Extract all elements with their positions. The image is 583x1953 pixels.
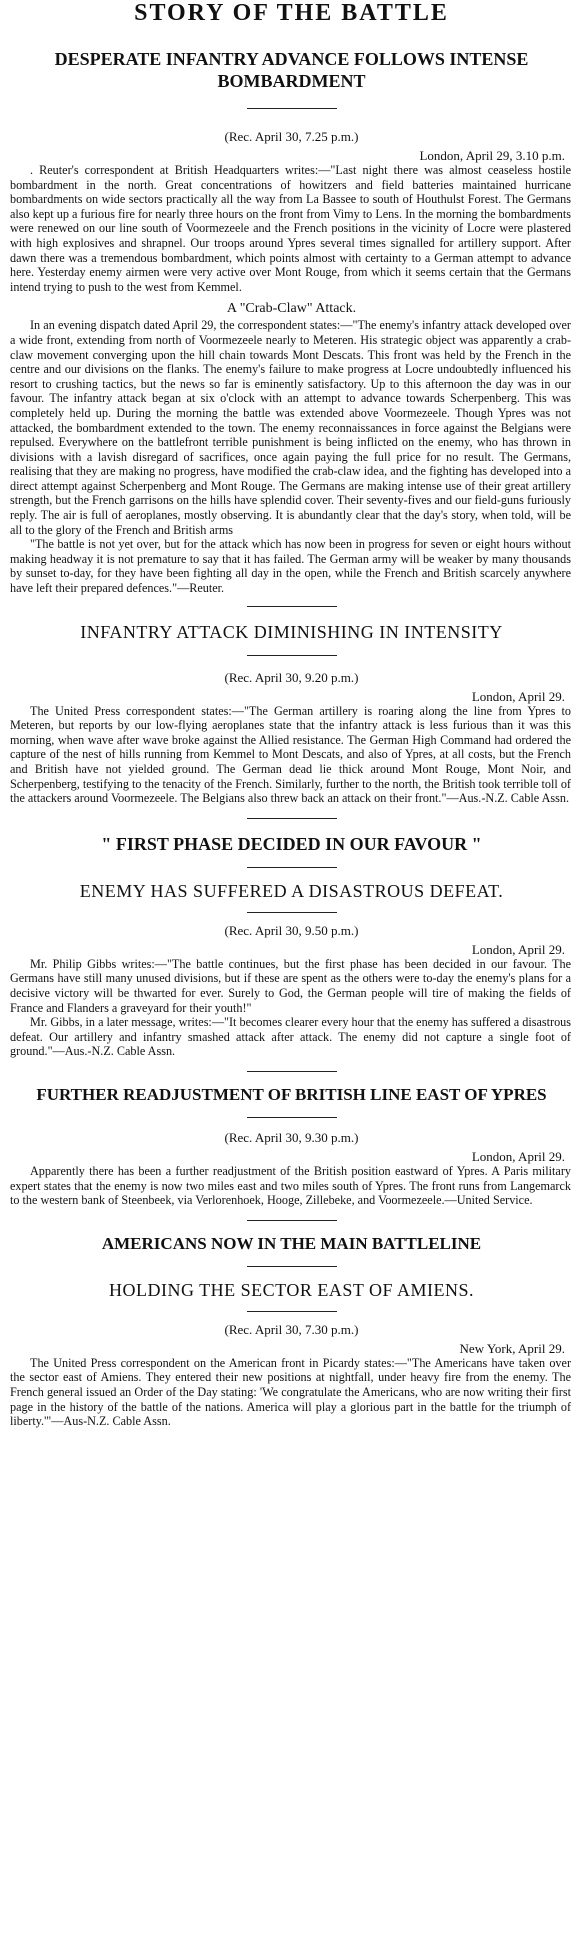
headline-rule	[247, 1117, 337, 1118]
article-5-headline: AMERICANS NOW IN THE MAIN BATTLELINE	[101, 1233, 482, 1253]
headline-rule	[247, 867, 337, 868]
article-2-dateline: London, April 29.	[471, 688, 565, 704]
page-title: STORY OF THE BATTLE	[134, 0, 449, 26]
article-5-dateline: New York, April 29.	[459, 1340, 565, 1356]
headline-rule	[247, 108, 337, 109]
article-4	[0, 1072, 583, 1208]
article-1	[0, 26, 583, 596]
article-1-paragraph-3: "The battle is not yet over, but for the attack which has now been in progress for seven or eight hours without making headway it is not premature to say that it has failed. The German army will be weaker by many thousands by sunset to-day, for they have been fighting all day in the open, while the French and British scarcely anywhere have left their prepared defences."—Reuter.	[10, 537, 571, 596]
headline-rule	[247, 1266, 337, 1267]
headline-rule	[247, 655, 337, 656]
article-3-subheadline: ENEMY HAS SUFFERED A DISASTROUS DEFEAT.	[79, 880, 504, 901]
article-2	[0, 607, 583, 806]
article-1-paragraph-2: In an evening dispatch dated April 29, the correspondent states:—"The enemy's infantry attack developed over a wide front, extending from north of Voormezeele nearly to Meteren. His strategic object was apparently a crab-claw movement converging upon the hill chain towards Mont Descats. This front was held by the French in the centre and our divisions on the flanks. The enemy's failure to make progress at Locre undoubtedly influenced his resort to crushing tactics, but the news so far is eminently satisfactory. Up to this afternoon the day was in our favour. The infantry attack began at six o'clock with an attempt to advance towards Scherpenberg. This was completely held up. During the morning the battle was extended above Voormezeele. Though Ypres was not attacked, the bombardment extended to the town. The enemy reconnaissances in force against the Belgians were repulsed. Everywhere on the battlefront terrible punishment is being inflicted on the enemy, who has thrown in divisions with a lavish disregard of sacrifices, once again paying the full price for no result. The Germans, realising that they are making no progress, have modified the crab-claw idea, and the fighting has developed into a direct attempt against Scherpenberg and Mont Rouge. The Germans are making intense use of their great artillery strength, but the French garrisons on the hills have splendid cover. Their seventy-fives and our field-guns furiously reply. The air is full of aeroplanes, mostly observing. It is abundantly clear that the day's story, when told, will be all to the glory of the French and British arms	[10, 318, 571, 537]
article-4-paragraph-1: Apparently there has been a further readjustment of the British position eastward of Ypres. A Paris military expert states that the enemy is now two miles east and two miles south of Ypres. The front runs from Langemarck to the western bank of Steenbeek, via Verlorenhoek, Hooge, Zillebeke, and Voormezeele.—United Service.	[10, 1163, 571, 1208]
article-3-paragraph-1: Mr. Philip Gibbs writes:—"The battle continues, but the first phase has been decided in our favour. The Germans have still many unused divisions, but if these are spent as the others were to-day the enemy's plans for a decisive victory will be thwarted for ever. Surely to God, the German people will tire of making the fields of France and Flanders a graveyard for their youth!"	[10, 956, 571, 1015]
article-1-dateline: London, April 29, 3.10 p.m.	[419, 148, 565, 163]
subheadline-rule	[247, 912, 337, 913]
article-5-subheadline: HOLDING THE SECTOR EAST OF AMIENS.	[108, 1279, 475, 1300]
article-1-received: (Rec. April 30, 7.25 p.m.)	[224, 129, 359, 144]
article-1-headline: DESPERATE INFANTRY ADVANCE FOLLOWS INTENSE BOMBARDMENT	[54, 49, 529, 91]
article-4-received: (Rec. April 30, 9.30 p.m.)	[224, 1129, 359, 1145]
article-5-paragraph-1: The United Press correspondent on the American front in Picardy states:—"The Americans have taken over the sector east of Amiens. They entered their new positions at nightfall, under heavy fire from the enemy. The French general issued an Order of the Day stating: 'We congratulate the Americans, who are now writing their first page in the history of the battle of the nations. America will play a glorious part in the battle for the triumph of liberty.'"—Aus-N.Z. Cable Assn.	[10, 1355, 571, 1429]
article-2-received: (Rec. April 30, 9.20 p.m.)	[224, 669, 359, 685]
article-3-paragraph-2: Mr. Gibbs, in a later message, writes:—"It becomes clearer every hour that the enemy has suffered a disastrous defeat. Our artillery and infantry smashed attack after attack. The enemy did not capture a single foot of ground."—Aus.-N.Z. Cable Assn.	[10, 1015, 571, 1059]
article-2-headline: INFANTRY ATTACK DIMINISHING IN INTENSITY	[80, 621, 503, 642]
article-4-dateline: London, April 29.	[471, 1148, 565, 1164]
article-1-paragraph-1: . Reuter's correspondent at British Headquarters writes:—"Last night there was almost ceaseless hostile bombardment in the north. Great concentrations of howitzers and field batteries maintained hurricane bombardments on wide sectors practically all the way from La Bassee to south of Houthulst Forest. The Germans also kept up a furious fire for nearly three hours on the front from Vimy to Lens. In the morning the bombardments were renewed on our line south of Voormezeele and the French positions in the vicinity of Locre were plastered with high explosives and shrapnel. Our troops around Ypres several times signalled for artillery support. After dawn there was a tremendous bombardment, which points almost with certainty to a German attempt to advance here. Yesterday enemy airmen were very active over Mont Rouge, from which it seems certain that the Germans intend trying to push to the west from Kemmel.	[10, 163, 571, 294]
article-2-paragraph-1: The United Press correspondent states:—"The German artillery is roaring along the line from Ypres to Meteren, but reports by our low-flying aeroplanes state that the infantry attack is less furious than it was this morning, when wave after wave broke against the Allied resistance. The German High Command had ordered the capture of the nest of hills running from Kemmel to Mont Descats, and also of Ypres, at all costs, but the French and British have not yielded ground. The German dead lie thick around Mont Rouge, Mont Noir, and Scherpenberg, testifying to the tenacity of the French. Similarly, further to the north, the British took terrible toll of the attackers around Voormezeele. The Belgians also threw back an attack on their front."—Aus.-N.Z. Cable Assn.	[10, 703, 571, 806]
article-3-headline: " FIRST PHASE DECIDED IN OUR FAVOUR "	[101, 833, 482, 854]
article-3-received: (Rec. April 30, 9.50 p.m.)	[224, 922, 359, 938]
article-5	[0, 1221, 583, 1429]
article-5-received: (Rec. April 30, 7.30 p.m.)	[224, 1321, 359, 1337]
article-4-headline: FURTHER READJUSTMENT OF BRITISH LINE EAST OF YPRES	[36, 1084, 547, 1104]
article-1-subhead: A "Crab-Claw" Attack.	[226, 301, 357, 317]
article-3-dateline: London, April 29.	[471, 941, 565, 957]
subheadline-rule	[247, 1311, 337, 1312]
article-3	[0, 819, 583, 1059]
